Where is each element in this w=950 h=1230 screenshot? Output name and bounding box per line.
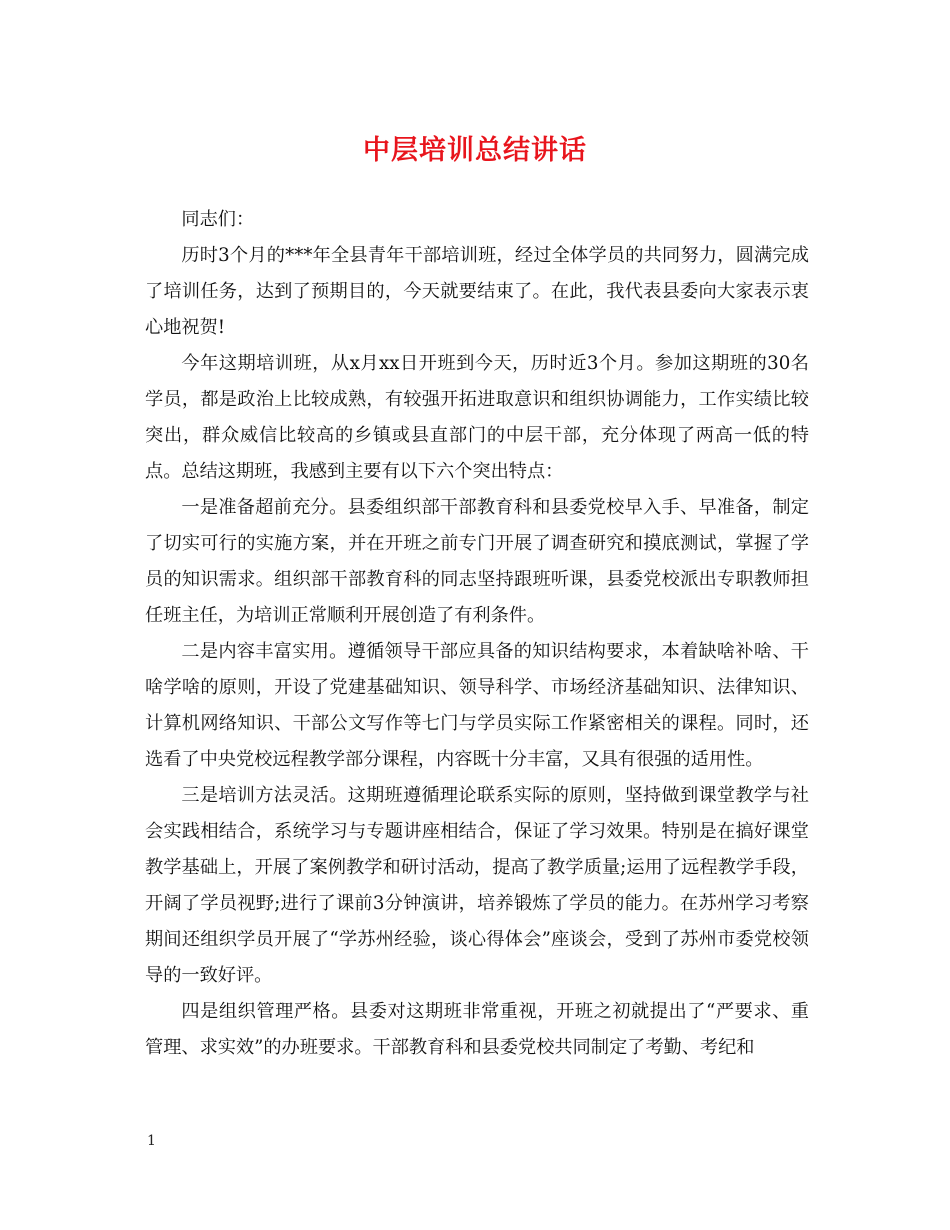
- paragraph: 三是培训方法灵活。这期班遵循理论联系实际的原则，坚持做到课堂教学与社会实践相结合，系统学习与专题讲座相结合，保证了学习效果。特别是在搞好课堂教学基础上，开展了案例教学和研讨活动，提高了教学质量;运用了远程教学手段，开阔了学员视野;进行了课前3分钟演讲，培养锻炼了学员的能力。在苏州学习考察期间还组织学员开展了“学苏州经验，谈心得体会”座谈会，受到了苏州市委党校领导的一致好评。: [145, 785, 809, 986]
- paragraph: 一是准备超前充分。县委组织部干部教育科和县委党校早入手、早准备，制定了切实可行的实施方案，并在开班之前专门开展了调查研究和摸底测试，掌握了学员的知识需求。组织部干部教育科的同志坚持跟班听课，县委党校派出专职教师担任班主任，为培训正常顺利开展创造了有利条件。: [145, 497, 809, 626]
- greeting-paragraph: 同志们：: [181, 209, 255, 230]
- document-body: [145, 202, 809, 1066]
- paragraph: 四是组织管理严格。县委对这期班非常重视，开班之初就提出了“严要求、重管理、求实效”的办班要求。干部教育科和县委党校共同制定了考勤、考纪和: [145, 1001, 809, 1058]
- paragraph: 历时3个月的***年全县青年干部培训班，经过全体学员的共同努力，圆满完成了培训任务，达到了预期目的，今天就要结束了。在此，我代表县委向大家表示衷心地祝贺!: [145, 245, 809, 338]
- paragraph: 今年这期培训班，从x月xx日开班到今天，历时近3个月。参加这期班的30名学员，都是政治上比较成熟，有较强开拓进取意识和组织协调能力，工作实绩比较突出，群众威信比较高的乡镇或县直部门的中层干部，充分体现了两高一低的特点。总结这期班，我感到主要有以下六个突出特点：: [145, 353, 809, 482]
- document-title: 中层培训总结讲话: [363, 135, 587, 166]
- paragraph: 二是内容丰富实用。遵循领导干部应具备的知识结构要求，本着缺啥补啥、干啥学啥的原则，开设了党建基础知识、领导科学、市场经济基础知识、法律知识、计算机网络知识、干部公文写作等七门与学员实际工作紧密相关的课程。同时，还选看了中央党校远程教学部分课程，内容既十分丰富，又具有很强的适用性。: [145, 641, 809, 770]
- page-number: 1: [147, 1133, 156, 1149]
